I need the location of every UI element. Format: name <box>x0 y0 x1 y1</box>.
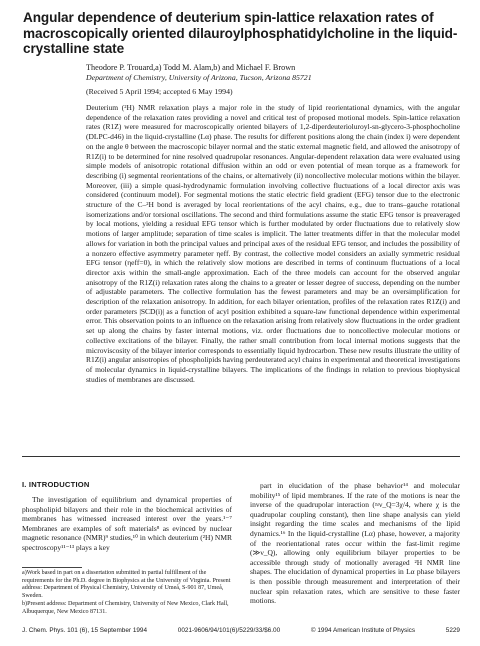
abstract <box>86 103 460 384</box>
paper-header <box>22 10 460 384</box>
intro-paragraph-right: part in elucidation of the phase behavior¹⁴ and molecular mobility¹⁵ of lipid membranes. If the rate of the motions is near the inverse of the quadrupolar interaction (≈ν_Q=3χ/4, where χ is the quadrupolar coupling constant), then line shape analysis can yield insight regarding the time scales and mechanisms of the lipid dynamics.¹⁶ In the liquid-crystalline (Lα) phase, however, a majority of the reorientational rates occur within the fast-limit regime (≫ν_Q), allowing only equilibrium bilayer properties to be accessible through study of motionally averaged ²H NMR line shapes. The elucidation of dynamical properties in Lα phase bilayers is then possible through measurement and interpretation of their nuclear spin relaxation rates, which are sensitive to these faster motions. <box>250 481 460 606</box>
received-date: (Received 5 April 1994; accepted 6 May 1994) <box>86 87 233 96</box>
footer-journal: J. Chem. Phys. 101 (6), 15 September 1994 <box>22 627 148 634</box>
footnote-a: a)Work based in part on a dissertation submitted in partial fulfillment of the requirements for the Ph.D. degree in Biophysics at the University of Virginia. Present address: Department of Physical Chemistry, University of Umeå, S-901 87, Umeå, Sweden. <box>22 570 231 599</box>
author-list: Theodore P. Trouard,a) Todd M. Alam,b) and Michael F. Brown <box>86 62 296 72</box>
body-column-right <box>250 481 460 606</box>
footnote-b: b)Present address: Department of Chemistry, University of New Mexico, Clark Hall, Albuquerque, New Mexico 87131. <box>22 601 229 615</box>
affiliation: Department of Chemistry, University of Arizona, Tucson, Arizona 85721 <box>86 72 312 82</box>
footer-copyright: © 1994 American Institute of Physics <box>310 627 416 634</box>
page-footer <box>22 627 460 634</box>
intro-paragraph-left: The investigation of equilibrium and dynamical properties of phospholipid bilayers and their role in the biochemical activities of membranes has witnessed increased interest over the years.¹⁻⁷ Membranes are examples of soft materials⁸ as evinced by nuclear magnetic resonance (NMR)⁹ studies,¹⁰ in which deuterium (²H) NMR spectroscopy¹¹⁻¹³ plays a key <box>22 495 232 552</box>
footer-code: 0021-9606/94/101(6)/5229/33/$6.00 <box>177 627 281 634</box>
body-column-left <box>22 495 232 553</box>
footnote-divider <box>22 567 82 568</box>
page-number: 5229 <box>445 627 460 634</box>
footnotes <box>22 570 232 618</box>
section-heading: I. INTRODUCTION <box>22 480 90 489</box>
paper-title: Angular dependence of deuterium spin-lattice relaxation rates of macroscopically oriented dilauroylphosphatidylcholine in the liquid-crystalline state <box>23 10 458 56</box>
section-divider <box>22 456 460 457</box>
abstract-text: Deuterium (²H) NMR relaxation plays a major role in the study of lipid reorientational dynamics, with the angular dependence of the relaxation rates providing a novel and critical test of proposed motional models. Spin-lattice relaxation rates (R1Z) were measured for macroscopically oriented bilayers of 1,2-diperdeuterioluroyl-sn-glycero-3-phosphocholine (DLPC-d46) in the liquid-crystalline (Lα) phase. The results for different positions along the chain (index i) were dependent on the angle θ between the macroscopic bilayer normal and the static external magnetic field, and allowed the anisotropy of R1Z(i) to be determined for nine resolved quadrupolar resonances. Angular-dependent relaxation data were evaluated using simple models of anisotropic rotational diffusion within an odd or even potential of mean torque as a framework for describing (i) segmental reorientations of the chains, or alternatively (ii) noncollective molecular motions within the bilayer. Moreover, (iii) a simple quasi-hydrodynamic formulation involving collective fluctuations of a local director axis was considered (continuum model). For segmental motions the static electric field gradient (EFG) tensor due to the electronic structure of the C–²H bond is averaged by local reorientations of the acyl chains, e.g., due to trans–gauche rotational isomerizations and/or torsional oscillations. The second and third formulations assume the static EFG tensor is preaveraged by local motions, yielding a residual EFG tensor which is further modulated by order fluctuations due to relatively slow motions of larger amplitude; separation of time scales is implicit. The latter treatments differ in that the molecular model allows for variation in both the principal values and principal axes of the residual EFG tensor, and includes the possibility of a nonzero effective asymmetry parameter ηeff. By contrast, the collective model considers an axially symmetric residual EFG tensor (ηeff=0), in which the relatively slow motions are described in terms of continuum fluctuations of a local director axis within the small-angle approximation. Each of the three models can account for the observed angular anisotropy of the R1Z(i) relaxation rates along the chains to a greater or lesser degree of success, depending on the number of adjustable parameters. The collective formulation has the fewest parameters and may be an oversimplification for description of the relaxation anisotropy. In addition, for each bilayer orientation, profiles of the relaxation rates R1Z(i) and order parameters |SCD(i)| as a function of acyl position exhibited a square-law functional dependence within experimental error. This observation points to an influence on the relaxation arising from relatively slow fluctuations in the order gradient set up along the chains by faster internal motions, viz. order fluctuations due to noncollective molecular motions or collective excitations of the bilayer. Finally, the rather small contribution from local internal motions suggests that the microviscosity of the bilayer interior corresponds to essentially liquid hydrocarbon. These new results illustrate the utility of R1Z(i) angular anisotropies of phospholipids having perdeuterated acyl chains in experimental and theoretical investigations of molecular dynamics in liquid-crystalline bilayers. The implications of the findings in relation to previous biophysical studies of membranes are discussed. <box>86 103 460 384</box>
